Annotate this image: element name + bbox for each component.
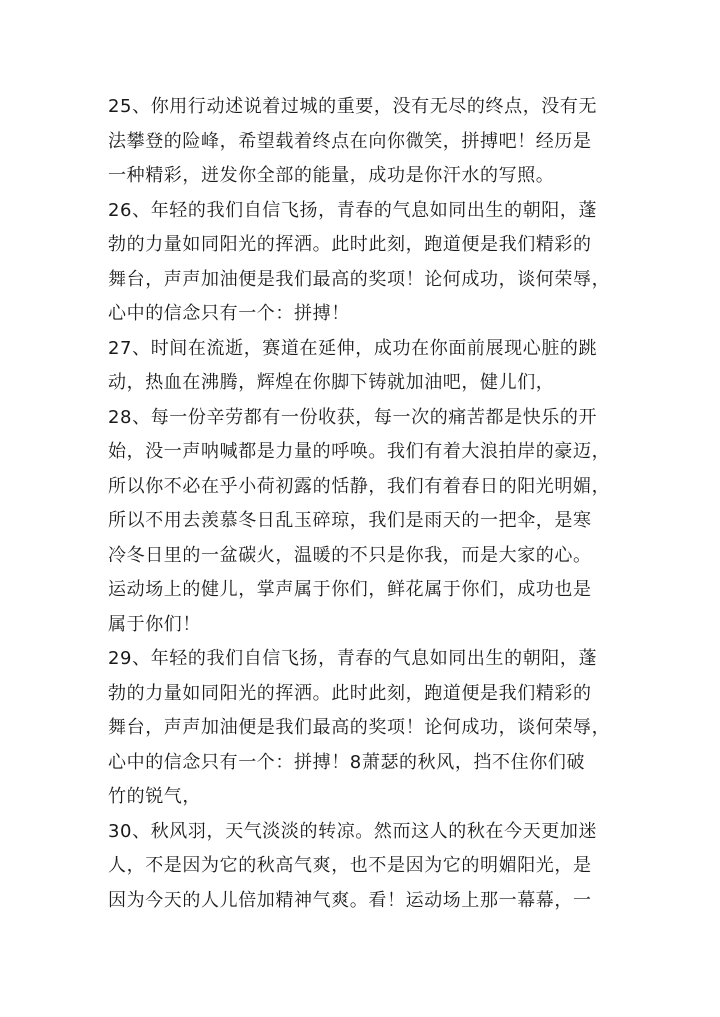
- text-line: 勃的力量如同阳光的挥洒。此时此刻，跑道便是我们精彩的: [108, 234, 592, 255]
- text-line: 舞台，声声加油便是我们最高的奖项！论何成功，谈何荣辱，: [108, 717, 611, 738]
- text-line: 所以你不必在乎小荷初露的恬静，我们有着春日的阳光明媚，: [108, 475, 611, 497]
- document-body: [108, 90, 618, 918]
- text-line: 26、年轻的我们自信飞扬，青春的气息如同出生的朝阳，蓬: [108, 199, 598, 221]
- text-line: 舞台，声声加油便是我们最高的奖项！论何成功，谈何荣辱，: [108, 268, 611, 290]
- text-line: 始，没一声呐喊都是力量的呼唤。我们有着大浪拍岸的豪迈，: [108, 441, 611, 462]
- text-line: 27、时间在流逝，赛道在延伸，成功在你面前展现心脏的跳: [108, 337, 598, 359]
- text-line: 30、秋风羽，天气淡淡的转凉。然而这人的秋在今天更加迷: [108, 820, 598, 842]
- text-line: 所以不用去羡慕冬日乱玉碎琼，我们是雨天的一把伞，是寒: [108, 510, 592, 531]
- text-line: 竹的锐气，: [108, 786, 201, 807]
- text-line: 因为今天的人儿倍加精神气爽。看！运动场上那一幕幕，一: [108, 889, 592, 911]
- text-line: 25、你用行动述说着过城的重要，没有无尽的终点，没有无: [108, 96, 598, 117]
- text-line: 心中的信念只有一个：拼搏！: [108, 303, 350, 324]
- text-line: 冷冬日里的一盆碳火，温暖的不只是你我，而是大家的心。: [108, 544, 592, 566]
- text-line: 心中的信念只有一个：拼搏！8萧瑟的秋风，挡不住你们破: [108, 751, 586, 773]
- text-line: 动，热血在沸腾，辉煌在你脚下铸就加油吧，健儿们，: [108, 372, 555, 393]
- text-line: 29、年轻的我们自信飞扬，青春的气息如同出生的朝阳，蓬: [108, 648, 598, 669]
- text-line: 28、每一份辛劳都有一份收获，每一次的痛苦都是快乐的开: [108, 406, 598, 428]
- text-line: 属于你们！: [108, 613, 201, 635]
- text-line: 法攀登的险峰，希望载着终点在向你微笑，拼搏吧！经历是: [108, 130, 592, 152]
- text-line: 人，不是因为它的秋高气爽，也不是因为它的明媚阳光，是: [108, 855, 592, 876]
- text-line: 勃的力量如同阳光的挥洒。此时此刻，跑道便是我们精彩的: [108, 682, 592, 704]
- text-line: 运动场上的健儿，掌声属于你们，鲜花属于你们，成功也是: [108, 579, 592, 600]
- text-line: 一种精彩，迸发你全部的能量，成功是你汗水的写照。: [108, 165, 555, 186]
